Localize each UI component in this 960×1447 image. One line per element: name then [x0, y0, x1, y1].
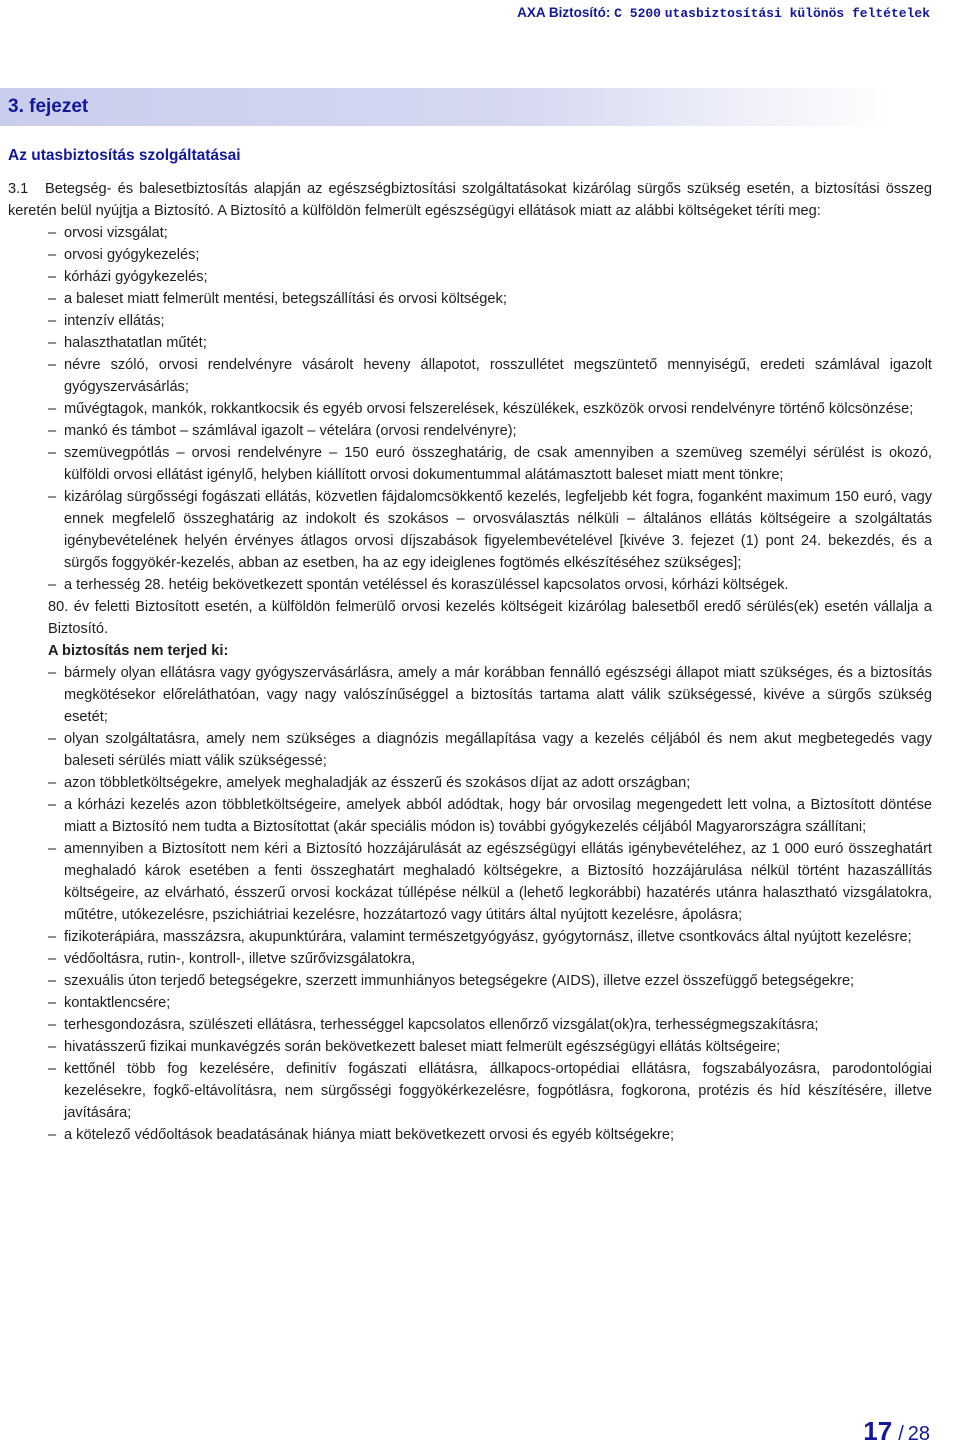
page-footer: [863, 1416, 930, 1447]
intro-text: Betegség- és balesetbiztosítás alapján az egészségbiztosítási szolgáltatásokat kizárólag sürgős szükség esetén, a biztosítási összeg keretén belül nyújtja a Biztosító. A Biztosító a külföldön felmerült egészségügyi ellátások miatt az alábbi költségeket téríti meg:: [8, 181, 932, 219]
header-code: C 5200: [614, 6, 661, 21]
covered-list: [8, 222, 932, 596]
covered-item: – intenzív ellátás;: [8, 310, 932, 332]
intro-paragraph: [8, 178, 932, 222]
exclusions-heading: A biztosítás nem terjed ki:: [48, 643, 229, 659]
section-title: Az utasbiztosítás szolgáltatásai: [8, 147, 241, 164]
header-brand: AXA Biztosító:: [517, 5, 611, 20]
covered-item: – művégtagok, mankók, rokkantkocsik és egyéb orvosi felszerelések, készülékek, eszközök orvosi rendelvényre történő kölcsönzése;: [8, 398, 932, 420]
document-body: [8, 178, 932, 1146]
covered-item: – mankó és támbot – számlával igazolt – vételára (orvosi rendelvényre);: [8, 420, 932, 442]
intro-number: 3.1: [8, 181, 29, 197]
page-header: [0, 0, 960, 24]
header-doc-title: utasbiztosítási különös feltételek: [664, 6, 930, 21]
exclusion-item: – azon többletköltségekre, amelyek meghaladják az ésszerű és szokásos díjat az adott országban;: [8, 772, 932, 794]
age-note: 80. év feletti Biztosított esetén, a külföldön felmerülő orvosi kezelés költségeit kizárólag balesetből eredő sérülés(ek) esetén vállalja a Biztosító.: [48, 599, 932, 637]
exclusion-item: – szexuális úton terjedő betegségekre, szerzett immunhiányos betegségekre (AIDS), illetve ezzel összefüggő betegségekre;: [8, 970, 932, 992]
exclusion-item: – kontaktlencsére;: [8, 992, 932, 1014]
page-total: 28: [907, 1423, 930, 1445]
exclusion-item: – fizikoterápiára, masszázsra, akupunktúrára, valamint természetgyógyász, gyógytornász, illetve csontkovács által nyújtott kezelésre;: [8, 926, 932, 948]
covered-item: – orvosi vizsgálat;: [8, 222, 932, 244]
page-number: 17: [863, 1416, 893, 1446]
exclusion-item: – olyan szolgáltatásra, amely nem szükséges a diagnózis megállapítása vagy a kezelés céljából és nem akut megbetegedés vagy baleseti sérülés miatt válik szükségessé;: [8, 728, 932, 772]
covered-item: – kizárólag sürgősségi fogászati ellátás, közvetlen fájdalomcsökkentő kezelés, legfeljebb két fogra, foganként maximum 150 euró, vagy ennek megfelelő összeghatárig az indokolt és szokásos – orvosválasztás nélküli – általános ellátás költségeire a szolgáltatás igénybevételének helyén érvényes átlagos orvosi díjszabások figyelembevételével [kivéve 3. fejezet (1) pont 24. bekezdés, és a sürgős foggyökér-kezelés, abban az esetben, ha az egy ideiglenes fogtömés elkészítéséhez szükséges];: [8, 486, 932, 574]
exclusion-item: – kettőnél több fog kezelésére, definitív fogászati ellátásra, állkapocs-ortopédiai ellátásra, fogszabályozásra, parodontológiai kezelésekre, fogkő-eltávolításra, nem sürgősségi foggyökérkezelésre, fogpótlásra, fogkorona, protézis és híd készítésére, illetve javítására;: [8, 1058, 932, 1124]
exclusion-item: – a kórházi kezelés azon többletköltségeire, amelyek abból adódtak, hogy bár orvosilag megengedett lett volna, a Biztosított döntése miatt a Biztosító nem tudta a Biztosítottat (akár speciális módon is) további gyógykezelés céljából Magyarországra szállítani;: [8, 794, 932, 838]
exclusion-item: – amennyiben a Biztosított nem kéri a Biztosító hozzájárulását az egészségügyi ellátás igénybevételéhez, az 1 000 euró összeghatárt meghaladó károk esetében a fenti összeghatárt meghaladó költségekre, a Biztosító hozzájárulása nélkül történt hazaszállítás költségeire, az elvárható, ésszerű orvosi kockázat túllépése nélkül a (lehető legkorábbi) hazatérés utánra halasztható vizsgálatokra, műtétre, utókezelésre, pszichiátriai kezelésre, hozzátartozó vagy útitárs által nyújtott kezelésre, ápolásra;: [8, 838, 932, 926]
header-title: [517, 5, 930, 21]
covered-item: – a terhesség 28. hetéig bekövetkezett spontán vetéléssel és koraszüléssel kapcsolatos orvosi, kórházi költségek.: [8, 574, 932, 596]
exclusion-item: – terhesgondozásra, szülészeti ellátásra, terhességgel kapcsolatos ellenőrző vizsgálat(ok)ra, terhességmegszakításra;: [8, 1014, 932, 1036]
exclusion-item: – bármely olyan ellátásra vagy gyógyszervásárlásra, amely a már korábban fennálló egészségi állapot miatt szükséges, és a biztosítás megkötésekor előreláthatóan, vagy nagy valószínűséggel a biztosítás tartama alatt válik szükségessé, kivéve a sürgős szükség esetét;: [8, 662, 932, 728]
chapter-band: [0, 88, 960, 126]
exclusion-item: – a kötelező védőoltások beadatásának hiánya miatt bekövetkezett orvosi és egyéb költségekre;: [8, 1124, 932, 1146]
exclusion-item: – védőoltásra, rutin-, kontroll-, illetve szűrővizsgálatokra,: [8, 948, 932, 970]
covered-item: – szemüvegpótlás – orvosi rendelvényre – 150 euró összeghatárig, de csak amennyiben a szemüveg személyi sérülést is okozó, külföldi orvosi ellátást igénylő, helyben kiállított orvosi dokumentummal alátámasztott baleset miatt ment tönkre;: [8, 442, 932, 486]
covered-item: – halaszthatatlan műtét;: [8, 332, 932, 354]
covered-item: – orvosi gyógykezelés;: [8, 244, 932, 266]
exclusion-list: [8, 662, 932, 1146]
covered-item: – a baleset miatt felmerült mentési, betegszállítási és orvosi költségek;: [8, 288, 932, 310]
covered-item: – kórházi gyógykezelés;: [8, 266, 932, 288]
chapter-title: 3. fejezet: [8, 96, 89, 117]
exclusion-item: – hivatásszerű fizikai munkavégzés során bekövetkezett baleset miatt felmerült egészségügyi ellátás költségeire;: [8, 1036, 932, 1058]
covered-item: – névre szóló, orvosi rendelvényre vásárolt heveny állapotot, rosszullétet megszüntető mennyiségű, eredeti számlával igazolt gyógyszervásárlás;: [8, 354, 932, 398]
page-separator: /: [898, 1423, 904, 1445]
